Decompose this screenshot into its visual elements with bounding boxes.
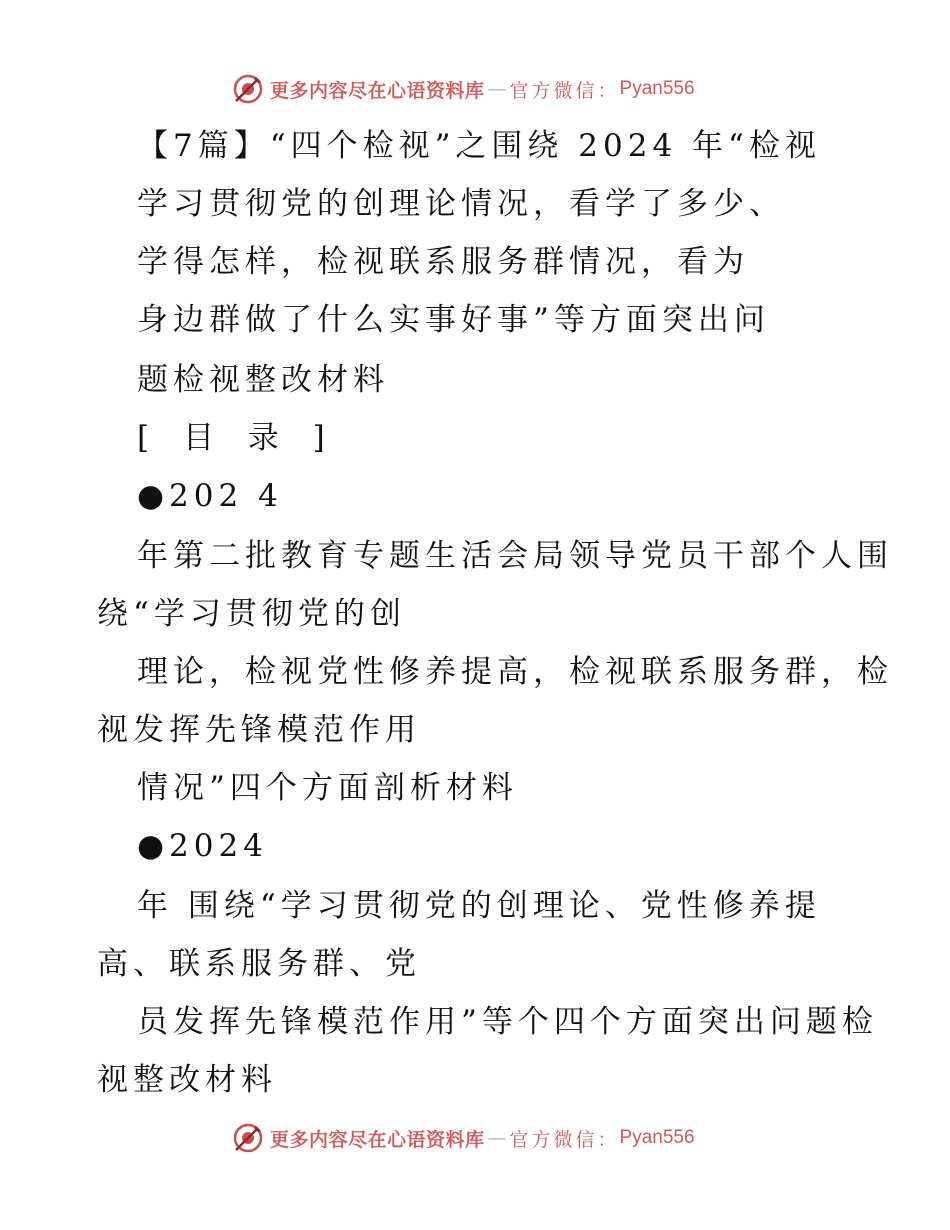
watermark-wechat-id: Pyan556 <box>619 78 695 99</box>
watermark-separator: — <box>487 1127 507 1149</box>
watermark-wechat-label: 官方微信： <box>509 79 620 102</box>
title-line-4: 身边群做了什么实事好事”等方面突出问 <box>137 302 770 338</box>
toc-item-1-line-1: 年第二批教育专题生活会局领导党员干部个人围 <box>137 538 893 574</box>
toc-heading: [ 目 录 ] <box>137 420 337 456</box>
title-line-3: 学得怎样，检视联系服务群情况，看为 <box>137 244 749 280</box>
title-line-5: 题检视整改材料 <box>137 362 389 398</box>
title-line-2: 学习贯彻党的创理论情况，看学了多少、 <box>137 186 785 222</box>
toc-item-2-line-1: 年 围绕“学习贯彻党的创理论、党性修养提 <box>137 888 821 924</box>
toc-item-2-bullet: ●2024 <box>137 828 268 864</box>
footer-watermark <box>232 1122 695 1154</box>
toc-item-2-line-4: 视整改材料 <box>97 1062 277 1098</box>
toc-item-1-bullet: ●202 4 <box>137 478 283 514</box>
header-watermark <box>232 73 695 105</box>
toc-item-1-line-2: 绕“学习贯彻党的创 <box>97 596 406 632</box>
toc-item-2-line-2: 高、联系服务群、党 <box>97 946 421 982</box>
watermark-wechat-id: Pyan556 <box>619 1127 695 1148</box>
logo-icon <box>232 73 264 105</box>
logo-icon <box>232 1122 264 1154</box>
toc-item-1-line-4: 视发挥先锋模范作用 <box>97 712 421 748</box>
toc-item-2-line-3: 员发挥先锋模范作用”等个四个方面突出问题检 <box>137 1004 878 1040</box>
watermark-separator: — <box>487 78 507 100</box>
watermark-text: 更多内容尽在心语资料库 <box>270 1128 485 1151</box>
toc-item-1-line-3: 理论，检视党性修养提高，检视联系服务群，检 <box>137 654 893 690</box>
watermark-text: 更多内容尽在心语资料库 <box>270 79 485 102</box>
title-line-1: 【7篇】“四个检视”之围绕 2024 年“检视 <box>137 128 821 164</box>
toc-item-1-line-5: 情况”四个方面剖析材料 <box>137 770 518 806</box>
watermark-wechat-label: 官方微信： <box>509 1128 620 1151</box>
